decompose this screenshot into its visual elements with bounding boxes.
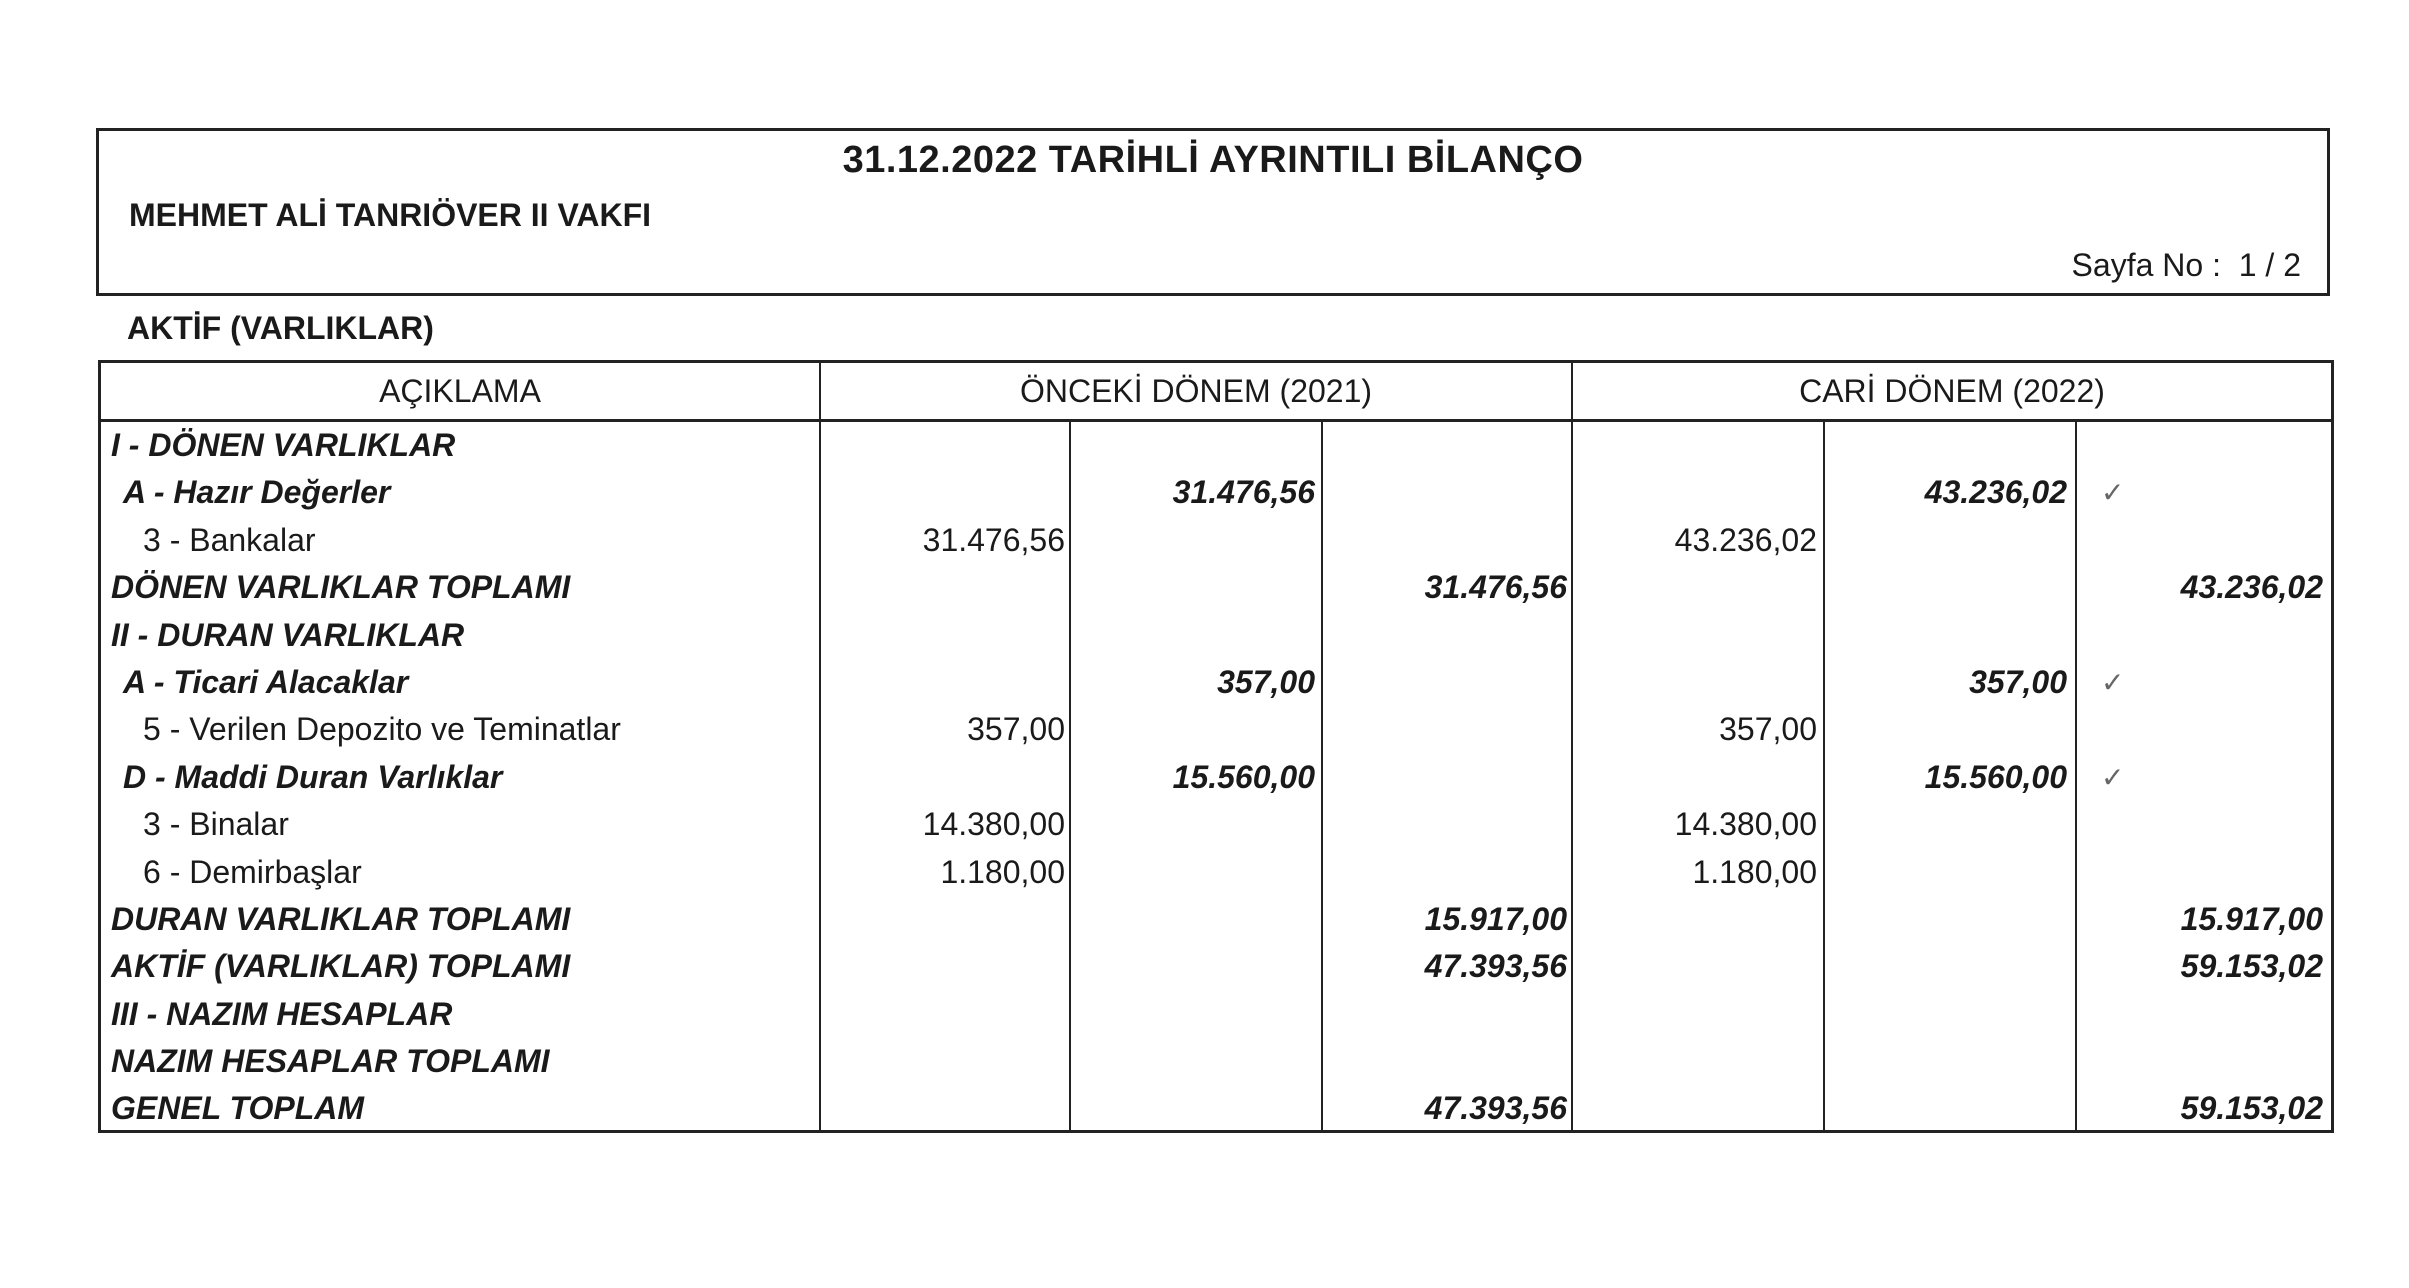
current-detail: 357,00 (1719, 711, 1817, 748)
row-label: 3 - Bankalar (143, 521, 316, 558)
table-row (101, 801, 2331, 848)
column-header-previous-period: ÖNCEKİ DÖNEM (2021) (1019, 373, 1373, 409)
table-row (101, 612, 2331, 659)
check-mark-icon: ✓ (2101, 477, 2125, 509)
current-subtotal: 15.560,00 (1924, 758, 2067, 795)
previous-detail: 14.380,00 (922, 806, 1065, 843)
report-title: 31.12.2022 TARİHLİ AYRINTILI BİLANÇO (842, 139, 1584, 181)
row-label: 6 - Demirbaşlar (143, 853, 362, 890)
table-row (101, 469, 2331, 516)
column-header-current-period: CARİ DÖNEM (2022) (1799, 373, 2105, 409)
previous-detail: 357,00 (967, 711, 1065, 748)
balance-sheet-table (98, 360, 2334, 1133)
table-row (101, 991, 2331, 1038)
row-label: NAZIM HESAPLAR TOPLAMI (111, 1043, 550, 1080)
table-row (101, 754, 2331, 801)
row-label: II - DURAN VARLIKLAR (111, 616, 465, 653)
previous-detail: 1.180,00 (940, 853, 1065, 890)
row-label: I - DÖNEN VARLIKLAR (111, 427, 456, 463)
table-row (101, 1085, 2331, 1132)
previous-subtotal: 15.560,00 (1172, 758, 1315, 795)
row-label: 3 - Binalar (143, 806, 289, 843)
previous-total: 47.393,56 (1424, 948, 1567, 985)
table-row (101, 659, 2331, 706)
row-label: DÖNEN VARLIKLAR TOPLAMI (111, 569, 571, 606)
report-header (96, 128, 2330, 296)
previous-total: 15.917,00 (1424, 900, 1567, 937)
table-row (101, 849, 2331, 896)
organization-name: MEHMET ALİ TANRIÖVER II VAKFI (129, 197, 652, 233)
table-row (101, 896, 2331, 943)
row-label: III - NAZIM HESAPLAR (111, 995, 453, 1032)
row-label: A - Ticari Alacaklar (123, 663, 409, 700)
previous-subtotal: 31.476,56 (1172, 474, 1315, 511)
table-body (101, 422, 2331, 1133)
row-label: GENEL TOPLAM (111, 1090, 365, 1127)
column-header-description: AÇIKLAMA (379, 373, 541, 409)
row-label: DURAN VARLIKLAR TOPLAMI (111, 900, 571, 937)
check-mark-icon: ✓ (2101, 666, 2125, 698)
previous-total: 31.476,56 (1424, 569, 1567, 606)
table-header (101, 363, 2331, 422)
current-total: 43.236,02 (2180, 569, 2323, 606)
page-number: Sayfa No : 1 / 2 (2071, 247, 2301, 283)
check-mark-icon: ✓ (2101, 761, 2125, 793)
table-row (101, 422, 2331, 469)
table-row (101, 517, 2331, 564)
current-detail: 43.236,02 (1674, 521, 1817, 558)
current-detail: 14.380,00 (1674, 806, 1817, 843)
current-subtotal: 357,00 (1969, 663, 2067, 700)
row-label: A - Hazır Değerler (123, 474, 391, 511)
table-row (101, 1038, 2331, 1085)
current-total: 59.153,02 (2180, 948, 2323, 985)
previous-total: 47.393,56 (1424, 1090, 1567, 1127)
current-total: 59.153,02 (2180, 1090, 2323, 1127)
row-label: 5 - Verilen Depozito ve Teminatlar (143, 711, 621, 748)
current-subtotal: 43.236,02 (1924, 474, 2067, 511)
table-row (101, 706, 2331, 753)
current-total: 15.917,00 (2180, 900, 2323, 937)
previous-subtotal: 357,00 (1217, 663, 1315, 700)
table-row (101, 943, 2331, 990)
current-detail: 1.180,00 (1692, 853, 1817, 890)
previous-detail: 31.476,56 (922, 521, 1065, 558)
row-label: D - Maddi Duran Varlıklar (123, 758, 503, 795)
table-row (101, 564, 2331, 611)
section-title: AKTİF (VARLIKLAR) (127, 310, 434, 346)
row-label: AKTİF (VARLIKLAR) TOPLAMI (111, 948, 571, 985)
